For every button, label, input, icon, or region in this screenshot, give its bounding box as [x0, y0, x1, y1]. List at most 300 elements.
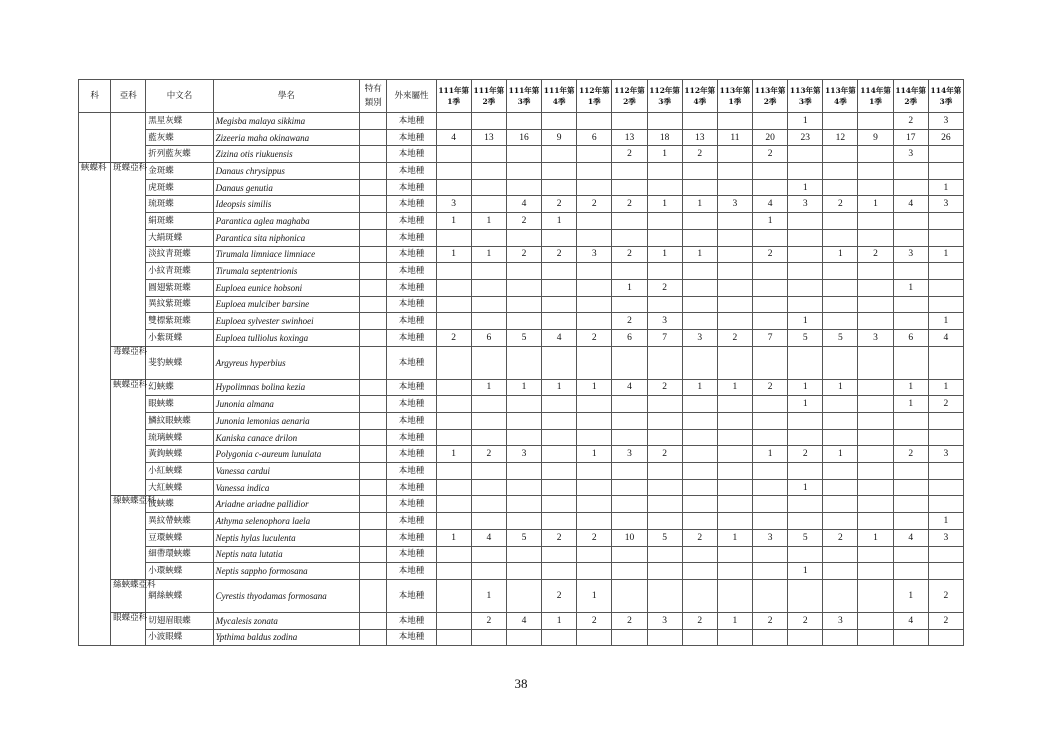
- count-cell: 1: [928, 179, 963, 196]
- count-cell: [436, 229, 471, 246]
- count-cell: [542, 446, 577, 463]
- count-cell: [612, 213, 647, 230]
- endemic-cell: [360, 346, 387, 379]
- count-cell: 2: [788, 446, 823, 463]
- count-cell: [717, 213, 752, 230]
- count-cell: [717, 146, 752, 163]
- count-cell: 2: [682, 529, 717, 546]
- count-cell: 2: [752, 246, 787, 263]
- count-cell: [893, 346, 928, 379]
- table-row: [79, 163, 964, 180]
- table-row: [79, 463, 964, 480]
- count-cell: 7: [647, 329, 682, 346]
- count-cell: 18: [647, 129, 682, 146]
- chinese-name-cell: 小紅蛺蝶: [146, 463, 213, 480]
- count-cell: [823, 479, 858, 496]
- count-cell: [506, 179, 541, 196]
- count-cell: 2: [436, 329, 471, 346]
- header-quarter: 111年第1季: [436, 80, 471, 113]
- count-cell: [893, 179, 928, 196]
- count-cell: [436, 429, 471, 446]
- count-cell: [471, 513, 506, 530]
- table-row: [79, 546, 964, 563]
- header-scientific-name: 學名: [213, 80, 360, 113]
- count-cell: [823, 346, 858, 379]
- count-cell: [823, 163, 858, 180]
- endemic-cell: [360, 246, 387, 263]
- family-cell: [79, 113, 111, 163]
- count-cell: 1: [928, 513, 963, 530]
- chinese-name-cell: 大絹斑蝶: [146, 229, 213, 246]
- count-cell: [858, 113, 893, 130]
- count-cell: 13: [471, 129, 506, 146]
- count-cell: [893, 513, 928, 530]
- count-cell: 2: [612, 246, 647, 263]
- count-cell: [893, 546, 928, 563]
- count-cell: [471, 629, 506, 646]
- chinese-name-cell: 網絲蛺蝶: [146, 579, 213, 612]
- count-cell: [436, 463, 471, 480]
- count-cell: [577, 629, 612, 646]
- count-cell: 1: [647, 196, 682, 213]
- count-cell: 13: [682, 129, 717, 146]
- count-cell: [858, 146, 893, 163]
- endemic-cell: [360, 513, 387, 530]
- count-cell: [717, 279, 752, 296]
- count-cell: [647, 479, 682, 496]
- count-cell: [752, 113, 787, 130]
- count-cell: [752, 496, 787, 513]
- origin-cell: 本地種: [387, 179, 436, 196]
- count-cell: 1: [682, 196, 717, 213]
- table-row: [79, 479, 964, 496]
- scientific-name-cell: Junonia almana: [213, 396, 360, 413]
- scientific-name-cell: Zizina otis riukuensis: [213, 146, 360, 163]
- count-cell: [542, 429, 577, 446]
- count-cell: 3: [647, 313, 682, 330]
- count-cell: [471, 146, 506, 163]
- count-cell: [436, 313, 471, 330]
- count-cell: [893, 313, 928, 330]
- subfamily-cell: 眼蝶亞科: [111, 612, 146, 645]
- count-cell: 2: [682, 612, 717, 629]
- count-cell: 2: [577, 529, 612, 546]
- count-cell: [577, 396, 612, 413]
- count-cell: [682, 346, 717, 379]
- count-cell: [471, 496, 506, 513]
- scientific-name-cell: Neptis sappho formosana: [213, 563, 360, 580]
- count-cell: [436, 113, 471, 130]
- count-cell: [506, 296, 541, 313]
- count-cell: [858, 163, 893, 180]
- count-cell: [577, 413, 612, 430]
- count-cell: [858, 313, 893, 330]
- count-cell: [752, 413, 787, 430]
- endemic-cell: [360, 113, 387, 130]
- count-cell: 13: [612, 129, 647, 146]
- count-cell: [717, 546, 752, 563]
- chinese-name-cell: 切翅眉眼蝶: [146, 612, 213, 629]
- count-cell: [717, 229, 752, 246]
- count-cell: [612, 179, 647, 196]
- count-cell: [577, 263, 612, 280]
- count-cell: [647, 629, 682, 646]
- chinese-name-cell: 斐豹蛺蝶: [146, 346, 213, 379]
- count-cell: 3: [612, 446, 647, 463]
- count-cell: [858, 229, 893, 246]
- subfamily-cell: [111, 113, 146, 163]
- chinese-name-cell: 異紋紫斑蝶: [146, 296, 213, 313]
- count-cell: 1: [858, 196, 893, 213]
- count-cell: 3: [682, 329, 717, 346]
- count-cell: [858, 379, 893, 396]
- count-cell: [893, 213, 928, 230]
- count-cell: 2: [682, 146, 717, 163]
- count-cell: [436, 396, 471, 413]
- count-cell: [893, 463, 928, 480]
- count-cell: [647, 546, 682, 563]
- count-cell: [612, 629, 647, 646]
- origin-cell: 本地種: [387, 263, 436, 280]
- count-cell: [858, 213, 893, 230]
- count-cell: [647, 463, 682, 480]
- count-cell: [471, 179, 506, 196]
- count-cell: [612, 413, 647, 430]
- endemic-cell: [360, 329, 387, 346]
- count-cell: [717, 563, 752, 580]
- count-cell: [858, 563, 893, 580]
- endemic-cell: [360, 479, 387, 496]
- count-cell: [752, 346, 787, 379]
- count-cell: 5: [647, 529, 682, 546]
- count-cell: [928, 229, 963, 246]
- count-cell: [542, 296, 577, 313]
- count-cell: 3: [928, 196, 963, 213]
- count-cell: 3: [893, 246, 928, 263]
- count-cell: [436, 579, 471, 612]
- count-cell: [436, 629, 471, 646]
- count-cell: [752, 513, 787, 530]
- count-cell: 1: [788, 113, 823, 130]
- count-cell: 6: [893, 329, 928, 346]
- origin-cell: 本地種: [387, 529, 436, 546]
- count-cell: 4: [893, 196, 928, 213]
- count-cell: [647, 579, 682, 612]
- count-cell: [471, 279, 506, 296]
- count-cell: [858, 546, 893, 563]
- header-quarter: 111年第4季: [542, 80, 577, 113]
- count-cell: [682, 563, 717, 580]
- count-cell: [542, 396, 577, 413]
- origin-cell: 本地種: [387, 496, 436, 513]
- endemic-cell: [360, 379, 387, 396]
- count-cell: 1: [823, 446, 858, 463]
- count-cell: 2: [647, 279, 682, 296]
- scientific-name-cell: Neptis hylas luculenta: [213, 529, 360, 546]
- count-cell: [436, 413, 471, 430]
- count-cell: 1: [471, 379, 506, 396]
- count-cell: [823, 413, 858, 430]
- header-quarter: 113年第4季: [823, 80, 858, 113]
- count-cell: [647, 179, 682, 196]
- count-cell: 1: [436, 246, 471, 263]
- count-cell: 1: [788, 479, 823, 496]
- table-row: [79, 563, 964, 580]
- endemic-cell: [360, 229, 387, 246]
- table-row: [79, 246, 964, 263]
- count-cell: [506, 263, 541, 280]
- endemic-cell: [360, 146, 387, 163]
- chinese-name-cell: 異紋帶蛺蝶: [146, 513, 213, 530]
- count-cell: 2: [471, 446, 506, 463]
- count-cell: [471, 313, 506, 330]
- table-row: [79, 446, 964, 463]
- count-cell: 1: [682, 246, 717, 263]
- count-cell: [647, 263, 682, 280]
- header-endemic: 特有類別: [360, 80, 387, 113]
- scientific-name-cell: Ypthima baldus zodina: [213, 629, 360, 646]
- header-chinese-name: 中文名: [146, 80, 213, 113]
- count-cell: [682, 313, 717, 330]
- count-cell: [542, 229, 577, 246]
- origin-cell: 本地種: [387, 463, 436, 480]
- count-cell: [752, 546, 787, 563]
- count-cell: 6: [471, 329, 506, 346]
- count-cell: [928, 563, 963, 580]
- count-cell: [682, 513, 717, 530]
- count-cell: 20: [752, 129, 787, 146]
- count-cell: 5: [823, 329, 858, 346]
- count-cell: [682, 229, 717, 246]
- count-cell: [436, 546, 471, 563]
- endemic-cell: [360, 496, 387, 513]
- table-row: [79, 146, 964, 163]
- origin-cell: 本地種: [387, 196, 436, 213]
- count-cell: [752, 163, 787, 180]
- chinese-name-cell: 小紋青斑蝶: [146, 263, 213, 280]
- chinese-name-cell: 小紫斑蝶: [146, 329, 213, 346]
- count-cell: 4: [928, 329, 963, 346]
- count-cell: [788, 279, 823, 296]
- count-cell: [858, 396, 893, 413]
- count-cell: 4: [506, 196, 541, 213]
- count-cell: 1: [717, 612, 752, 629]
- count-cell: [788, 546, 823, 563]
- count-cell: [752, 429, 787, 446]
- count-cell: 2: [928, 612, 963, 629]
- count-cell: [858, 496, 893, 513]
- subfamily-cell: 蛺蝶亞科: [111, 379, 146, 496]
- endemic-cell: [360, 629, 387, 646]
- count-cell: [506, 579, 541, 612]
- count-cell: [682, 546, 717, 563]
- count-cell: [823, 146, 858, 163]
- count-cell: 3: [788, 196, 823, 213]
- count-cell: 4: [612, 379, 647, 396]
- count-cell: [647, 563, 682, 580]
- table-row: [79, 529, 964, 546]
- count-cell: 2: [823, 529, 858, 546]
- count-cell: [858, 612, 893, 629]
- count-cell: 2: [717, 329, 752, 346]
- count-cell: [436, 279, 471, 296]
- count-cell: 2: [647, 446, 682, 463]
- count-cell: [542, 113, 577, 130]
- endemic-cell: [360, 429, 387, 446]
- count-cell: 3: [928, 113, 963, 130]
- count-cell: [647, 346, 682, 379]
- count-cell: [858, 179, 893, 196]
- count-cell: [471, 563, 506, 580]
- count-cell: [752, 179, 787, 196]
- count-cell: [577, 429, 612, 446]
- count-cell: [823, 396, 858, 413]
- chinese-name-cell: 小環蛺蝶: [146, 563, 213, 580]
- count-cell: [612, 346, 647, 379]
- scientific-name-cell: Euploea tulliolus koxinga: [213, 329, 360, 346]
- count-cell: [612, 463, 647, 480]
- count-cell: [788, 463, 823, 480]
- count-cell: [577, 213, 612, 230]
- count-cell: [471, 346, 506, 379]
- chinese-name-cell: 眼蛺蝶: [146, 396, 213, 413]
- count-cell: [928, 163, 963, 180]
- count-cell: [928, 213, 963, 230]
- count-cell: [823, 313, 858, 330]
- origin-cell: 本地種: [387, 396, 436, 413]
- count-cell: 1: [893, 396, 928, 413]
- count-cell: [506, 629, 541, 646]
- count-cell: [823, 513, 858, 530]
- header-origin: 外來屬性: [387, 80, 436, 113]
- count-cell: [893, 479, 928, 496]
- count-cell: 17: [893, 129, 928, 146]
- count-cell: [542, 346, 577, 379]
- count-cell: 1: [471, 246, 506, 263]
- count-cell: 4: [893, 612, 928, 629]
- origin-cell: 本地種: [387, 213, 436, 230]
- count-cell: [893, 563, 928, 580]
- count-cell: 2: [788, 612, 823, 629]
- count-cell: [471, 163, 506, 180]
- scientific-name-cell: Vanessa indica: [213, 479, 360, 496]
- count-cell: 2: [612, 612, 647, 629]
- scientific-name-cell: Kaniska canace drilon: [213, 429, 360, 446]
- scientific-name-cell: Cyrestis thyodamas formosana: [213, 579, 360, 612]
- chinese-name-cell: 豆環蛺蝶: [146, 529, 213, 546]
- count-cell: 3: [436, 196, 471, 213]
- count-cell: [788, 263, 823, 280]
- count-cell: 5: [788, 529, 823, 546]
- count-cell: [542, 463, 577, 480]
- count-cell: [577, 296, 612, 313]
- header-family: 科: [79, 80, 111, 113]
- endemic-cell: [360, 163, 387, 180]
- count-cell: 4: [752, 196, 787, 213]
- header-quarter: 112年第4季: [682, 80, 717, 113]
- count-cell: [717, 629, 752, 646]
- count-cell: [717, 296, 752, 313]
- endemic-cell: [360, 463, 387, 480]
- count-cell: 2: [928, 396, 963, 413]
- chinese-name-cell: 琉斑蝶: [146, 196, 213, 213]
- count-cell: [436, 163, 471, 180]
- count-cell: [893, 629, 928, 646]
- count-cell: 2: [506, 213, 541, 230]
- origin-cell: 本地種: [387, 113, 436, 130]
- count-cell: [612, 296, 647, 313]
- count-cell: 1: [436, 446, 471, 463]
- table-row: [79, 113, 964, 130]
- count-cell: [542, 496, 577, 513]
- count-cell: 2: [542, 196, 577, 213]
- count-cell: 9: [858, 129, 893, 146]
- count-cell: [717, 496, 752, 513]
- chinese-name-cell: 波蛺蝶: [146, 496, 213, 513]
- table-row: [79, 196, 964, 213]
- table-row: [79, 513, 964, 530]
- count-cell: 2: [612, 196, 647, 213]
- endemic-cell: [360, 612, 387, 629]
- count-cell: [752, 229, 787, 246]
- chinese-name-cell: 絹斑蝶: [146, 213, 213, 230]
- count-cell: [506, 313, 541, 330]
- count-cell: 1: [577, 579, 612, 612]
- table-row: [79, 263, 964, 280]
- count-cell: [612, 563, 647, 580]
- count-cell: 26: [928, 129, 963, 146]
- scientific-name-cell: Tirumala limniace limniace: [213, 246, 360, 263]
- table-row: [79, 329, 964, 346]
- count-cell: 1: [858, 529, 893, 546]
- count-cell: [682, 496, 717, 513]
- count-cell: [788, 413, 823, 430]
- count-cell: [717, 446, 752, 463]
- count-cell: 1: [928, 379, 963, 396]
- count-cell: 1: [471, 579, 506, 612]
- count-cell: 1: [788, 396, 823, 413]
- count-cell: [858, 279, 893, 296]
- count-cell: 2: [471, 612, 506, 629]
- count-cell: [823, 429, 858, 446]
- count-cell: [577, 113, 612, 130]
- count-cell: 1: [893, 579, 928, 612]
- header-subfamily: 亞科: [111, 80, 146, 113]
- count-cell: 2: [893, 446, 928, 463]
- endemic-cell: [360, 579, 387, 612]
- count-cell: [577, 146, 612, 163]
- chinese-name-cell: 黃鉤蛺蝶: [146, 446, 213, 463]
- table-row: [79, 429, 964, 446]
- count-cell: [858, 463, 893, 480]
- scientific-name-cell: Euploea eunice hobsoni: [213, 279, 360, 296]
- count-cell: [577, 229, 612, 246]
- scientific-name-cell: Zizeeria maha okinawana: [213, 129, 360, 146]
- count-cell: [506, 513, 541, 530]
- count-cell: [788, 229, 823, 246]
- count-cell: [471, 479, 506, 496]
- count-cell: [928, 429, 963, 446]
- scientific-name-cell: Danaus genutia: [213, 179, 360, 196]
- count-cell: [928, 496, 963, 513]
- endemic-cell: [360, 279, 387, 296]
- count-cell: [752, 396, 787, 413]
- scientific-name-cell: Euploea mulciber barsine: [213, 296, 360, 313]
- count-cell: 3: [928, 446, 963, 463]
- count-cell: [752, 263, 787, 280]
- origin-cell: 本地種: [387, 329, 436, 346]
- scientific-name-cell: Parantica aglea maghaba: [213, 213, 360, 230]
